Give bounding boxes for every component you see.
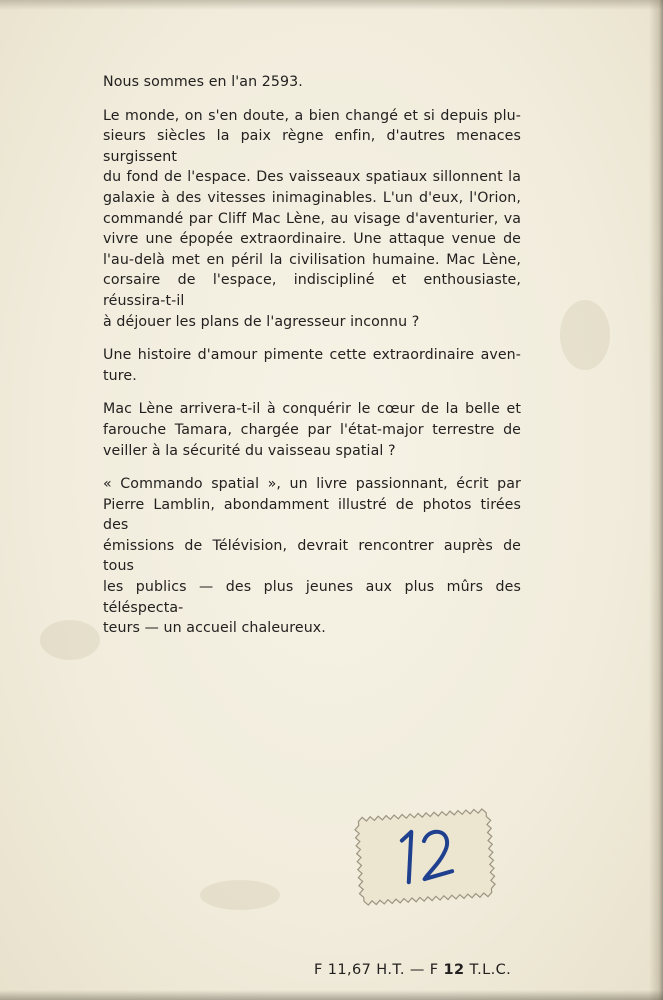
text-line: vivre une épopée extraordinaire. Une attaque venue de	[103, 231, 521, 248]
text-line: « Commando spatial », un livre passionnant, écrit par	[103, 476, 521, 493]
price-sticker	[352, 802, 498, 910]
paper-stain	[560, 300, 610, 370]
blurb-paragraph	[103, 345, 521, 386]
text-line: Mac Lène arrivera-t-il à conquérir le cœur de la belle et	[103, 401, 521, 418]
price-suffix: T.L.C.	[464, 962, 512, 978]
text-line: Pierre Lamblin, abondamment illustré de photos tirées des	[103, 496, 521, 534]
paper-stain	[200, 880, 280, 910]
price-prefix: F 11,67 H.T. — F	[314, 962, 444, 978]
text-line: émissions de Télévision, devrait rencontrer auprès de tous	[103, 537, 521, 575]
cover-bottom-edge	[0, 990, 663, 1000]
blurb-paragraph	[103, 474, 521, 639]
text-line: corsaire de l'espace, indiscipliné et enthousiaste, réussira-t-il	[103, 272, 521, 309]
cover-top-edge	[0, 0, 663, 10]
paper-stain	[40, 620, 100, 660]
text-line: sieurs siècles la paix règne enfin, d'autres menaces surgissent	[103, 128, 521, 165]
text-line: les publics — des plus jeunes aux plus mûrs des téléspecta-	[103, 579, 521, 616]
text-line: Une histoire d'amour pimente cette extraordinaire aven-	[103, 347, 521, 364]
text-line: galaxie à des vitesses inimaginables. L'un d'eux, l'Orion,	[103, 189, 521, 206]
text-line: à déjouer les plans de l'agresseur inconnu ?	[103, 313, 420, 330]
price-line	[314, 962, 544, 978]
blurb-paragraph	[103, 72, 521, 93]
cover-right-edge	[649, 0, 663, 1000]
text-line: du fond de l'espace. Des vaisseaux spatiaux sillonnent la	[103, 169, 521, 186]
text-line: Nous sommes en l'an 2593.	[103, 74, 303, 90]
text-line: ture.	[103, 367, 137, 384]
text-line: Le monde, on s'en doute, a bien changé et si depuis plu-	[103, 107, 521, 124]
price-bold-value: 12	[443, 962, 465, 978]
text-line: teurs — un accueil chaleureux.	[103, 620, 326, 637]
text-line: farouche Tamara, chargée par l'état-major terrestre de	[103, 421, 521, 438]
sticker-number: 12	[427, 894, 429, 896]
blurb-paragraph	[103, 106, 521, 333]
blurb-text	[103, 72, 521, 652]
text-line: l'au-delà met en péril la civilisation humaine. Mac Lène,	[103, 251, 521, 268]
text-line: veiller à la sécurité du vaisseau spatial ?	[103, 442, 396, 459]
text-line: commandé par Cliff Mac Lène, au visage d'aventurier, va	[103, 210, 521, 227]
blurb-paragraph	[103, 399, 521, 461]
